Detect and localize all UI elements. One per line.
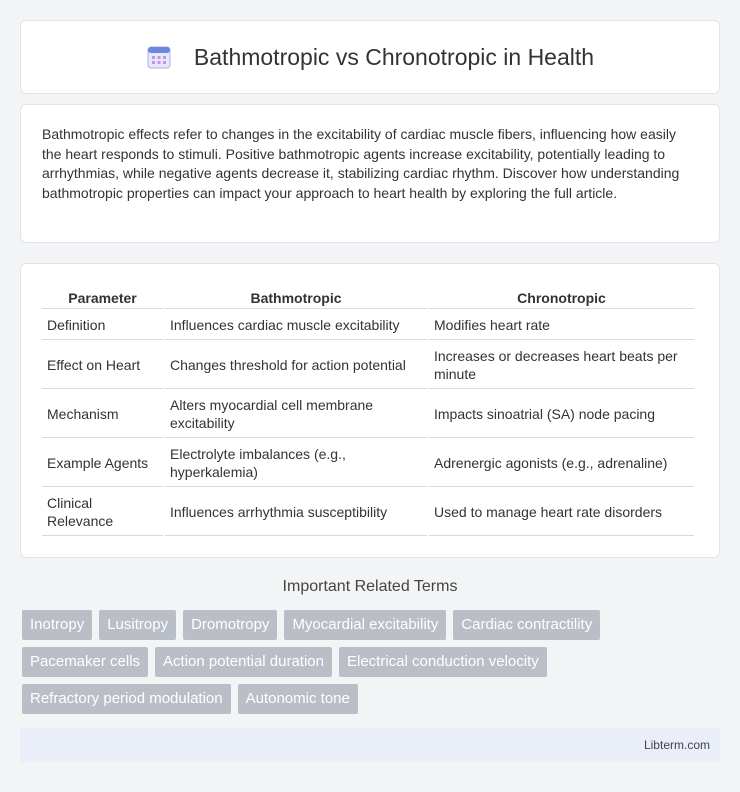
related-terms-title: Important Related Terms [282,578,458,595]
column-header-chronotropic: Chronotropic [429,286,694,309]
tag-lusitropy[interactable]: Lusitropy [99,610,176,640]
table-cell: Definition [42,311,163,340]
tag-pacemaker-cells[interactable]: Pacemaker cells [22,647,148,677]
table-cell: Impacts sinoatrial (SA) node pacing [429,391,694,438]
calendar-icon [146,44,172,70]
table-cell: Example Agents [42,440,163,487]
tag-myocardial-excitability[interactable]: Myocardial excitability [284,610,446,640]
intro-card [20,104,720,243]
table-cell: Clinical Relevance [42,489,163,536]
table-cell: Used to manage heart rate disorders [429,489,694,536]
table-row [42,311,694,340]
column-header-parameter: Parameter [42,286,163,309]
related-terms-list [22,610,722,721]
table-cell: Effect on Heart [42,342,163,389]
table-cell: Influences cardiac muscle excitability [165,311,427,340]
table-row [42,391,694,438]
table-cell: Mechanism [42,391,163,438]
tag-dromotropy[interactable]: Dromotropy [183,610,277,640]
footer [20,728,720,762]
comparison-table-card [20,263,720,558]
table-cell: Influences arrhythmia susceptibility [165,489,427,536]
table-cell: Modifies heart rate [429,311,694,340]
table-cell: Alters myocardial cell membrane excitability [165,391,427,438]
comparison-table [40,284,696,538]
tag-autonomic-tone[interactable]: Autonomic tone [238,684,358,714]
tag-refractory-period-modulation[interactable]: Refractory period modulation [22,684,231,714]
table-cell: Increases or decreases heart beats per minute [429,342,694,389]
table-row [42,440,694,487]
column-header-bathmotropic: Bathmotropic [165,286,427,309]
intro-text: Bathmotropic effects refer to changes in the excitability of cardiac muscle fibers, influencing how easily the heart responds to stimuli. Positive bathmotropic agents increase excitability, potentially leading to arrhythmias, while negative agents decrease it, stabilizing cardiac rhythm. Discover how understanding bathmotropic properties can impact your approach to heart health by exploring the full article. [42,126,680,201]
table-cell: Electrolyte imbalances (e.g., hyperkalemia) [165,440,427,487]
table-row [42,489,694,536]
tag-inotropy[interactable]: Inotropy [22,610,92,640]
page-title: Bathmotropic vs Chronotropic in Health [193,43,595,70]
table-header-row [42,286,694,309]
tag-cardiac-contractility[interactable]: Cardiac contractility [453,610,600,640]
table-row [42,342,694,389]
tag-electrical-conduction-velocity[interactable]: Electrical conduction velocity [339,647,547,677]
table-cell: Adrenergic agonists (e.g., adrenaline) [429,440,694,487]
table-cell: Changes threshold for action potential [165,342,427,389]
header-card [20,20,720,94]
tag-action-potential-duration[interactable]: Action potential duration [155,647,332,677]
footer-brand-link[interactable]: Libterm.com [643,738,710,752]
